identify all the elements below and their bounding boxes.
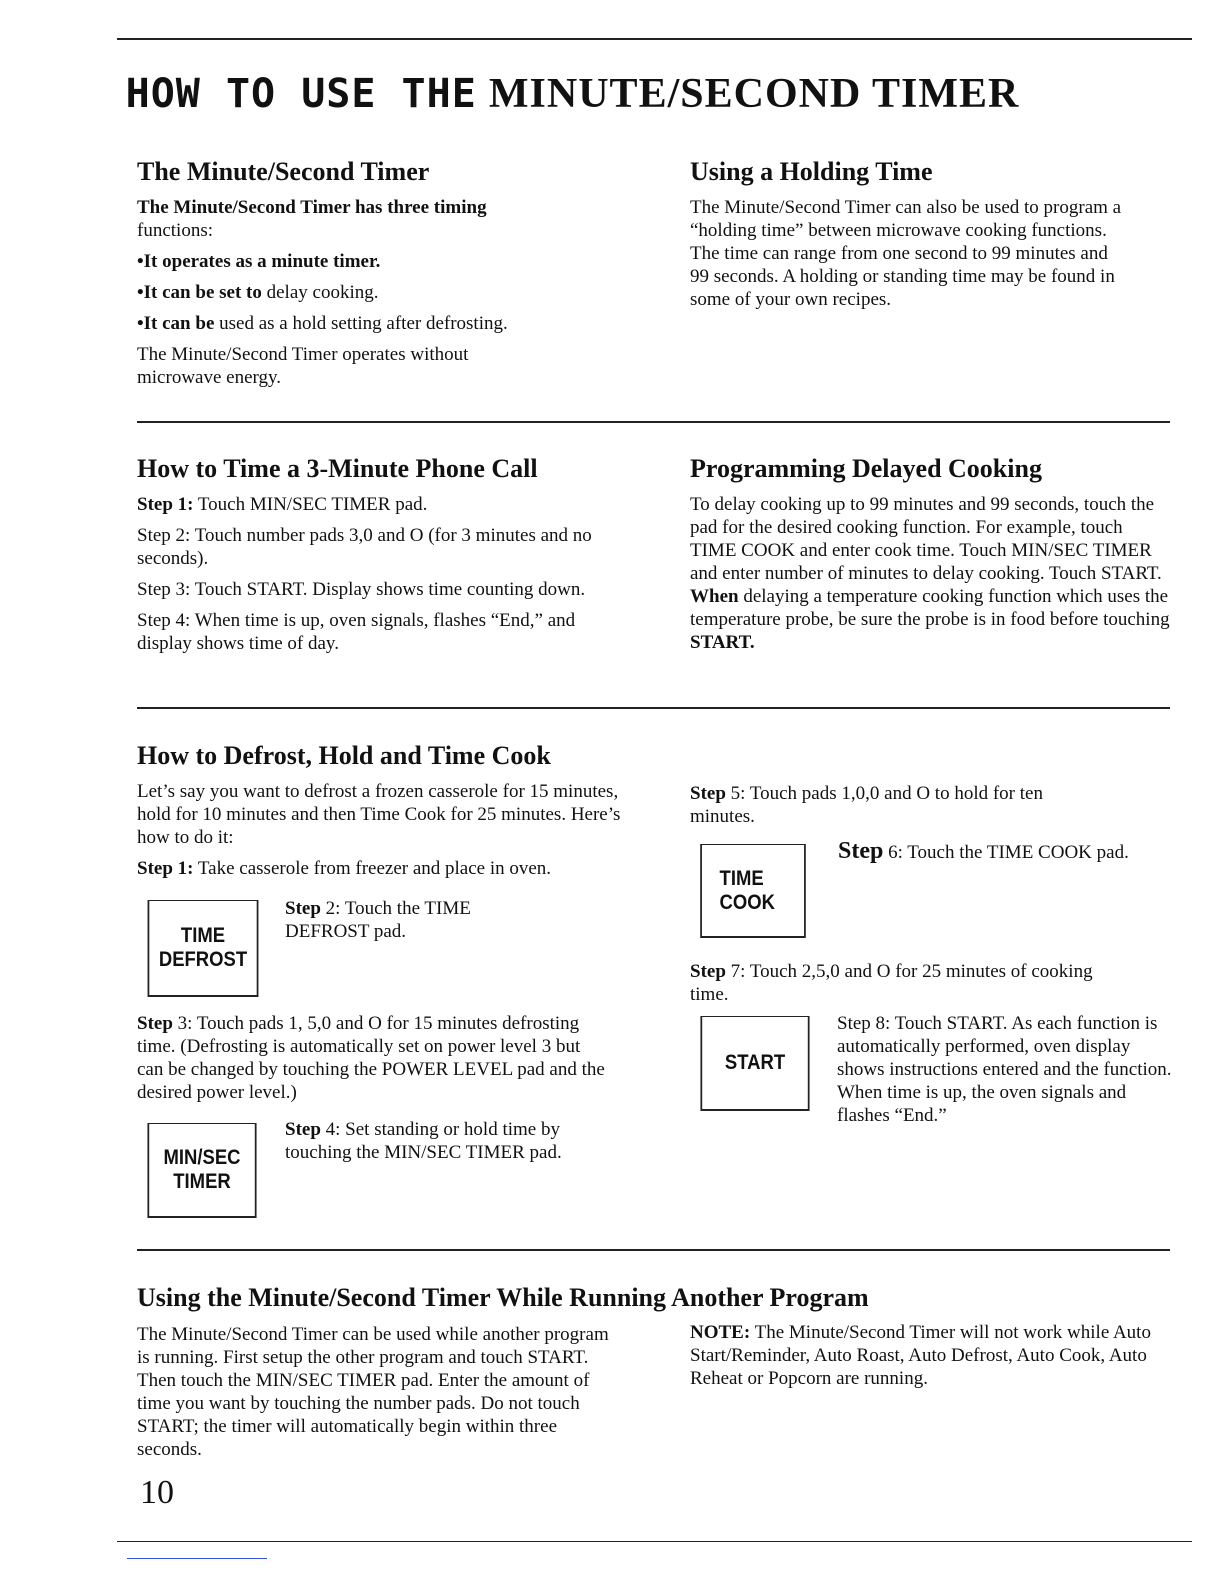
page-number: 10 <box>140 1474 174 1511</box>
bullet-3-bold: •It can be <box>137 313 215 334</box>
defrost-intro: Let’s say you want to defrost a frozen casserole for 15 minutes, hold for 10 minutes and then Time Cook for 25 minutes. Here’s how to do it: <box>137 781 621 848</box>
section-heading: Using a Holding Time <box>690 157 933 186</box>
pad-line-1: TIME <box>719 866 764 890</box>
step-7-text: 7: Touch 2,5,0 and O for 25 minutes of cooking time. <box>690 961 1093 1005</box>
pad-line-2: COOK <box>719 890 775 914</box>
bottom-rule <box>117 1541 1192 1542</box>
step-4-text: 4: Set standing or hold time by touching the MIN/SEC TIMER pad. <box>285 1119 562 1163</box>
step-1-label: Step 1: <box>137 494 194 515</box>
start-pad <box>700 1016 809 1111</box>
pad-line-2: TIMER <box>173 1170 231 1193</box>
step-2-text: 2: Touch the TIME DEFROST pad. <box>285 898 471 942</box>
step-5-label: Step <box>690 783 726 804</box>
step-4-label: Step <box>285 1119 321 1140</box>
section-while-running <box>137 1283 1177 1313</box>
pad-label: START <box>724 1051 786 1074</box>
note-text: The Minute/Second Timer will not work while Auto Start/Reminder, Auto Roast, Auto Defrost, Auto Cook, Auto Reheat or Popcorn are running. <box>690 1322 1151 1389</box>
section-heading: Using the Minute/Second Timer While Running Another Program <box>137 1283 869 1312</box>
pad-line-1: TIME <box>180 924 226 947</box>
section-heading: Programming Delayed Cooking <box>690 454 1042 483</box>
section-defrost-hold-cook <box>137 741 627 880</box>
defrost-step-4 <box>285 1118 615 1164</box>
bullet-2-bold: •It can be set to <box>137 282 262 303</box>
title-part2: MINUTE/SECOND TIMER <box>488 71 1020 117</box>
note-text: The Minute/Second Timer operates without microwave energy. <box>137 344 469 388</box>
note-label: NOTE: <box>690 1322 751 1343</box>
body-part-a: To delay cooking up to 99 minutes and 99 seconds, touch the pad for the desired cooking function. For example, touch TIME COOK and enter cook time. Touch MIN/SEC TIMER and enter number of minutes to delay cooking. Touch START. <box>690 494 1162 584</box>
step-4: Step 4: When time is up, oven signals, flashes “End,” and display shows time of day. <box>137 610 576 654</box>
section-heading: How to Time a 3-Minute Phone Call <box>137 454 538 483</box>
step-2-label: Step <box>285 898 321 919</box>
bottom-link-underline <box>127 1558 267 1559</box>
defrost-step-7 <box>690 960 1110 1006</box>
pad-line-2: DEFROST <box>158 948 248 971</box>
body-part-b: delaying a temperature cooking function which uses the temperature probe, be sure the probe is in food before touching <box>690 586 1170 630</box>
page-title <box>0 70 1185 118</box>
body-bold: When <box>690 586 739 607</box>
defrost-step-8: Step 8: Touch START. As each function is automatically performed, oven display shows instructions entered and the function. When time is up, the oven signals and flashes “End.” <box>837 1013 1172 1126</box>
step-1-text: Touch MIN/SEC TIMER pad. <box>197 494 428 515</box>
section-divider <box>137 707 1170 709</box>
section-heading: The Minute/Second Timer <box>137 157 430 186</box>
while-running-body: The Minute/Second Timer can be used while another program is running. First setup the other program and touch START. Then touch the MIN/SEC TIMER pad. Enter the amount of time you want by touching the number pads. Do not touch START; the timer will automatically begin within three seconds. <box>137 1324 609 1460</box>
step-3-label: Step <box>137 1013 173 1034</box>
defrost-step-1 <box>137 857 627 880</box>
bullet-2-text: delay cooking. <box>266 282 379 303</box>
step-1 <box>137 493 617 516</box>
section-divider <box>137 421 1170 423</box>
bullet-2 <box>137 281 627 304</box>
min-sec-timer-pad <box>147 1123 256 1218</box>
holding-time-body: The Minute/Second Timer can also be used to program a “holding time” between microwave cooking functions. The time can range from one second to 99 minutes and 99 seconds. A holding or standing time may be found in some of your own recipes. <box>690 197 1122 310</box>
step-6-text: 6: Touch the TIME COOK pad. <box>888 842 1129 863</box>
top-rule <box>117 38 1192 40</box>
pad-line-1: MIN/SEC <box>163 1146 241 1169</box>
intro-bold: The Minute/Second Timer has three timing <box>137 197 487 218</box>
intro-rest: functions: <box>137 220 213 241</box>
defrost-step-6 <box>838 840 1178 864</box>
section-holding-time <box>690 157 1130 311</box>
bullet-3 <box>137 312 627 335</box>
section-phone-call <box>137 454 617 655</box>
section-delayed-cooking <box>690 454 1170 654</box>
step-2: Step 2: Touch number pads 3,0 and O (for 3 minutes and no seconds). <box>137 525 592 569</box>
step-5-text: 5: Touch pads 1,0,0 and O to hold for ten minutes. <box>690 783 1043 827</box>
step-3: Step 3: Touch START. Display shows time counting down. <box>137 579 586 600</box>
while-running-note <box>690 1321 1175 1390</box>
delayed-cooking-body <box>690 493 1170 654</box>
title-part1: HOW TO USE THE <box>125 71 477 117</box>
step-1-text: Take casserole from freezer and place in oven. <box>197 858 552 879</box>
defrost-step-3 <box>137 1012 607 1104</box>
intro-text <box>137 196 627 242</box>
step-7-label: Step <box>690 961 726 982</box>
section-divider <box>137 1249 1170 1251</box>
bullet-1-text: •It operates as a minute timer. <box>137 251 381 272</box>
section-minute-second-timer <box>137 157 627 389</box>
body-end: START. <box>690 632 755 653</box>
section-heading: How to Defrost, Hold and Time Cook <box>137 741 551 770</box>
step-3-text: 3: Touch pads 1, 5,0 and O for 15 minutes defrosting time. (Defrosting is automatically set on power level 3 but can be changed by touching the POWER LEVEL pad and the desired power level.) <box>137 1013 605 1103</box>
defrost-step-2 <box>285 897 525 943</box>
step-6-label: Step <box>838 838 884 864</box>
bullet-3-text: used as a hold setting after defrosting. <box>219 313 508 334</box>
time-defrost-pad <box>148 900 259 997</box>
defrost-step-5 <box>690 782 1090 828</box>
bullet-1 <box>137 250 627 273</box>
step-1-label: Step 1: <box>137 858 194 879</box>
time-cook-pad <box>700 844 806 938</box>
